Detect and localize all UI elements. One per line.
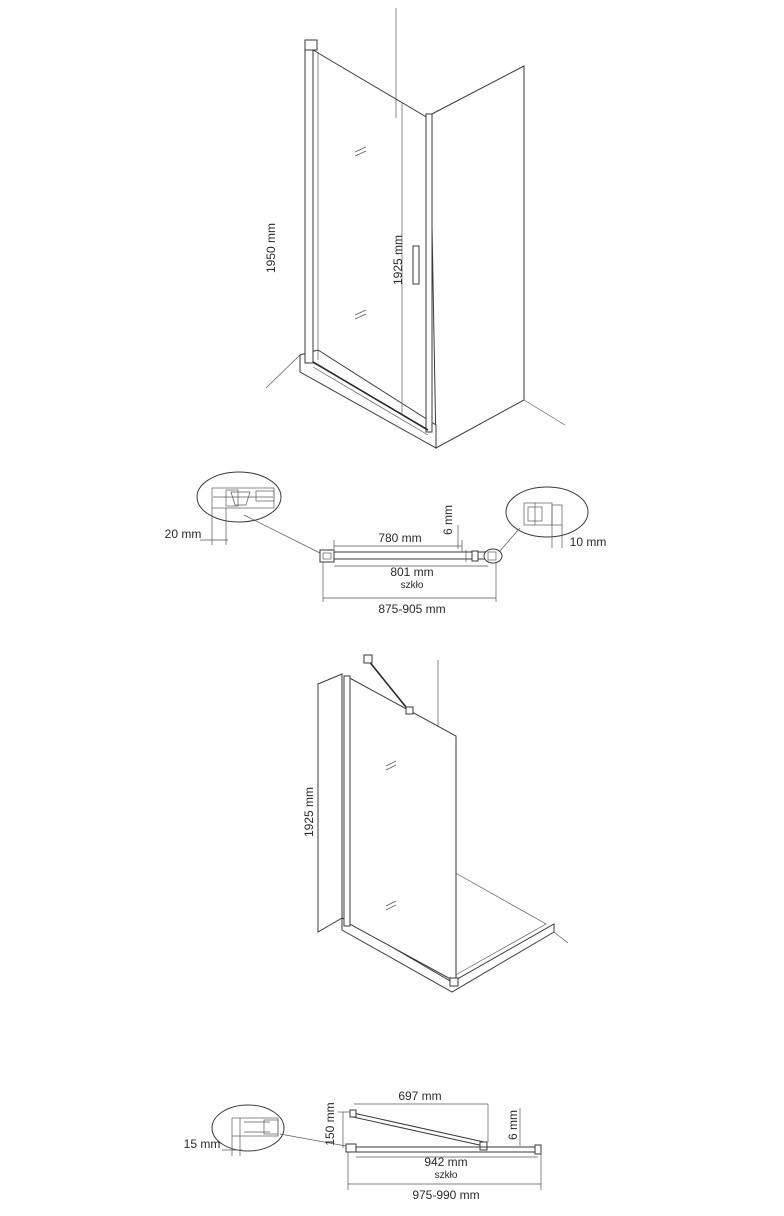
right-gap-label: 10 mm bbox=[569, 535, 607, 549]
door-isometric-view bbox=[264, 8, 565, 448]
glass-word-label: szkło bbox=[400, 580, 424, 591]
wall-profile-left bbox=[305, 43, 313, 363]
hinge-block bbox=[472, 551, 478, 561]
door-handle-icon bbox=[413, 246, 419, 284]
door-bottom-seal bbox=[313, 362, 428, 430]
brace-line bbox=[353, 1117, 484, 1146]
left-wall-base bbox=[266, 355, 300, 388]
left-leader-line bbox=[244, 515, 320, 553]
glass-end bbox=[535, 1145, 541, 1154]
total-range-label: 975-990 mm bbox=[412, 1188, 480, 1202]
brace-wall-mount bbox=[350, 1110, 356, 1117]
glass-width-label: 942 mm bbox=[424, 1155, 468, 1169]
panel-isometric-view bbox=[302, 655, 568, 992]
glass-thickness-label: 6 mm bbox=[506, 1110, 520, 1140]
opening-label: 780 mm bbox=[378, 531, 422, 545]
panel-plan-view bbox=[184, 1089, 541, 1202]
wall-profile bbox=[344, 676, 350, 926]
brace-line bbox=[353, 1113, 484, 1142]
right-leader-line bbox=[499, 528, 520, 552]
bar-wall-mount bbox=[364, 655, 372, 663]
left-profile-detail bbox=[212, 1105, 284, 1151]
shower-tray bbox=[300, 350, 436, 448]
left-wall bbox=[318, 674, 342, 932]
bar-glass-clamp bbox=[406, 707, 413, 714]
depth-label: 150 mm bbox=[323, 1102, 337, 1146]
glass-mark-icon bbox=[355, 310, 366, 319]
wall-profile-right bbox=[426, 114, 432, 432]
door-plan-view bbox=[165, 472, 607, 616]
glass-word-label: szkło bbox=[434, 1170, 458, 1181]
glass-mark-icon bbox=[355, 147, 366, 156]
right-detail-marker bbox=[484, 549, 502, 563]
tray-floor-line bbox=[554, 932, 568, 943]
door-glass-height-label: 1925 mm bbox=[391, 234, 405, 286]
panel-height-label: 1925 mm bbox=[302, 786, 316, 838]
left-wall-profile bbox=[320, 550, 334, 562]
door-height-label: 1950 mm bbox=[264, 222, 278, 274]
top-hinge-block bbox=[305, 40, 317, 50]
wall-profile bbox=[346, 1144, 356, 1152]
brace-clamp bbox=[480, 1142, 487, 1150]
left-gap-label: 20 mm bbox=[164, 527, 202, 541]
left-gap-label: 15 mm bbox=[183, 1137, 221, 1151]
glass-thickness-label: 6 mm bbox=[441, 505, 455, 535]
brace-label: 697 mm bbox=[398, 1089, 442, 1103]
right-wall bbox=[430, 66, 524, 448]
right-wall-floor-line bbox=[524, 400, 565, 425]
panel-foot bbox=[450, 978, 458, 986]
total-range-label: 875-905 mm bbox=[378, 602, 446, 616]
glass-width-label: 801 mm bbox=[390, 565, 434, 579]
tray-lip-line bbox=[313, 367, 428, 435]
